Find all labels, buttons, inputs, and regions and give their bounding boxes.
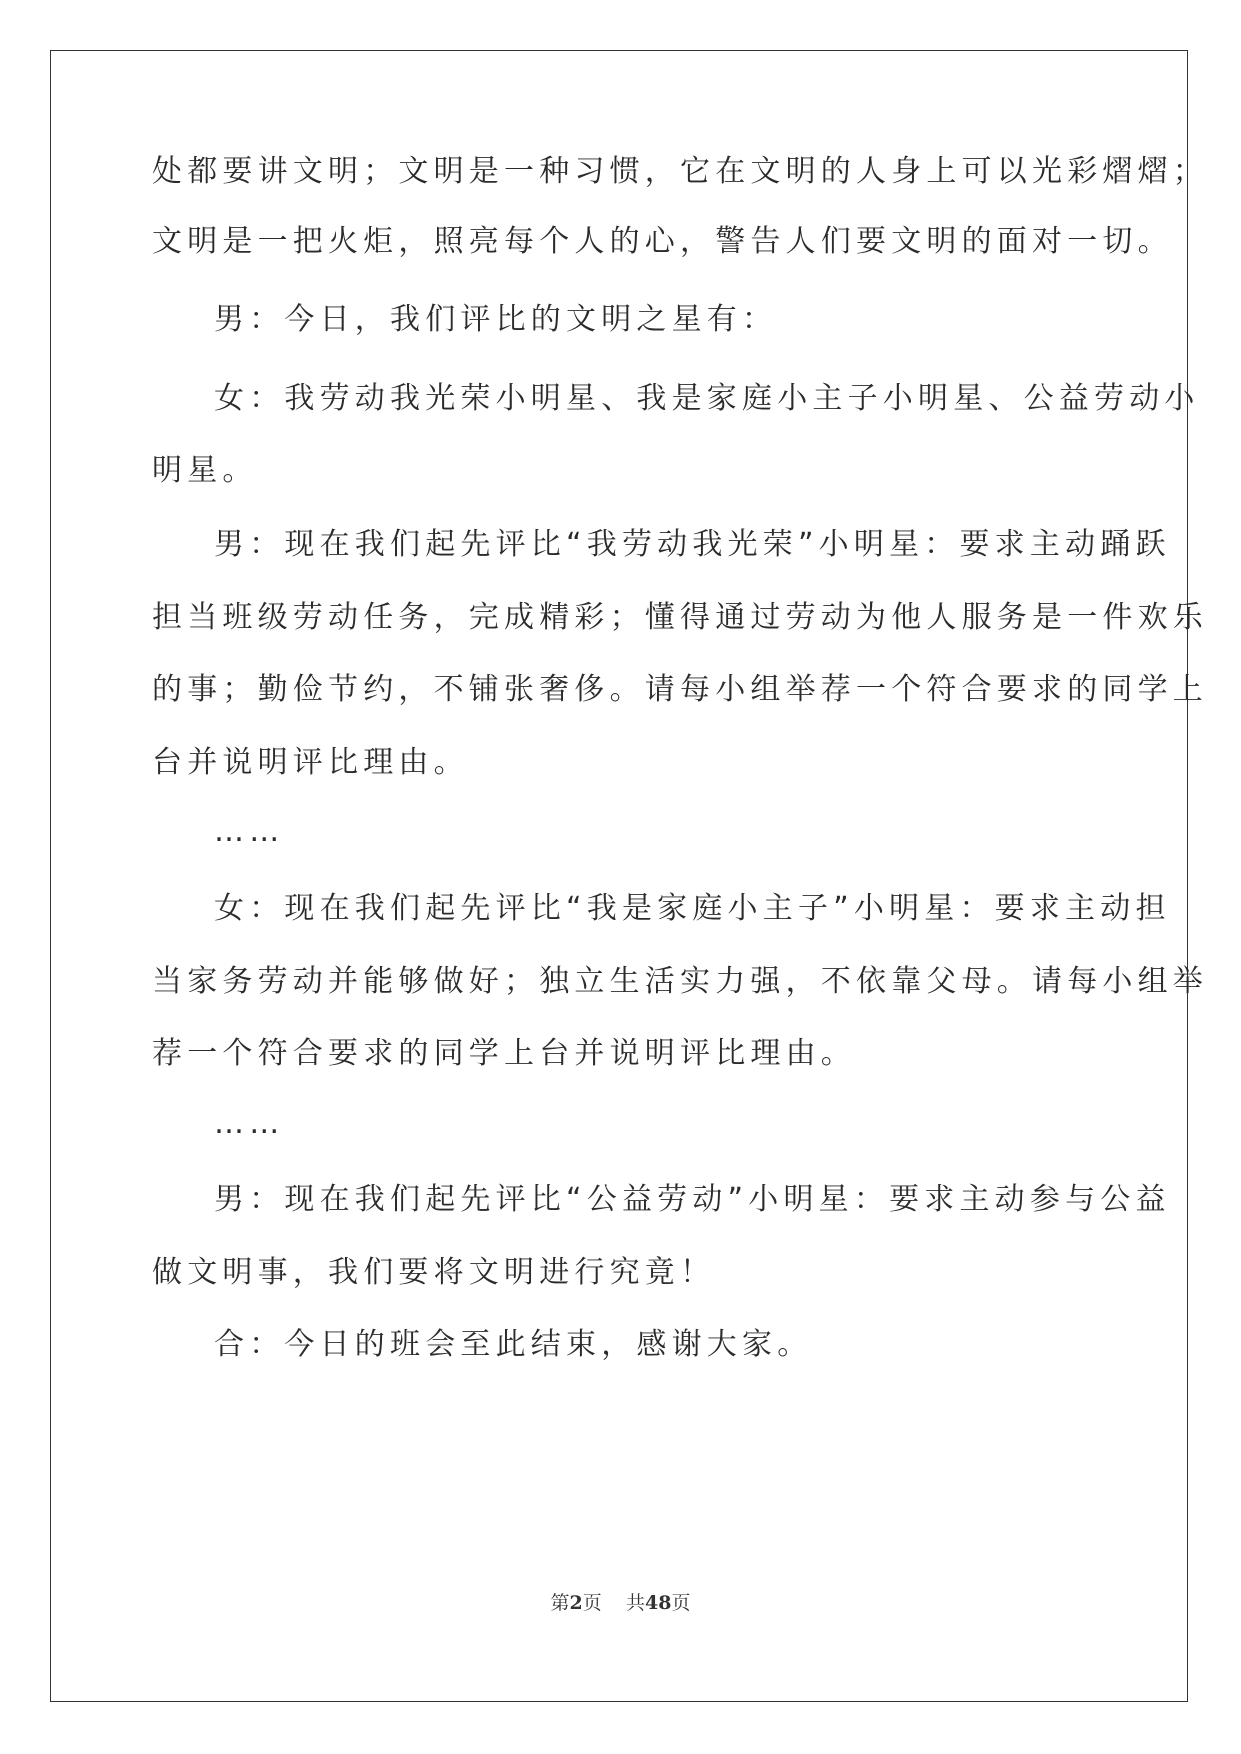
page-prefix: 第 <box>550 1592 570 1614</box>
total-suffix: 页 <box>671 1592 691 1614</box>
text-line: 台并说明评比理由。 <box>152 745 469 780</box>
ellipsis-line: …… <box>214 1106 285 1141</box>
paragraph-first-line: 男：现在我们起先评比“公益劳动”小明星：要求主动参与公益 <box>214 1182 1171 1217</box>
page-suffix: 页 <box>582 1592 602 1614</box>
text-line: 荐一个符合要求的同学上台并说明评比理由。 <box>152 1036 856 1071</box>
paragraph-first-line: 男：今日，我们评比的文明之星有： <box>214 302 778 337</box>
page-border <box>50 50 1208 1702</box>
total-pages: 48 <box>644 1592 672 1614</box>
text-line: 做文明事，我们要将文明进行究竟！ <box>152 1255 716 1290</box>
paragraph-first-line: 男：现在我们起先评比“我劳动我光荣”小明星：要求主动踊跃 <box>214 527 1171 562</box>
text-line: 明星。 <box>152 453 258 488</box>
text-line: 文明是一把火炬，照亮每个人的心，警告人们要文明的面对一切。 <box>152 224 1173 259</box>
page-number: 2 <box>569 1592 583 1614</box>
page-footer <box>0 1588 1241 1615</box>
text-line: 当家务劳动并能够做好；独立生活实力强，不依靠父母。请每小组举 <box>152 964 1208 999</box>
text-line: 担当班级劳动任务，完成精彩；懂得通过劳动为他人服务是一件欢乐 <box>152 600 1208 635</box>
ellipsis-line: …… <box>214 814 285 849</box>
paragraph-first-line: 合：今日的班会至此结束，感谢大家。 <box>214 1327 813 1362</box>
total-prefix: 共 <box>625 1592 645 1614</box>
text-line: 处都要讲文明；文明是一种习惯，它在文明的人身上可以光彩熠熠； <box>152 154 1208 189</box>
paragraph-first-line: 女：现在我们起先评比“我是家庭小主子”小明星：要求主动担 <box>214 891 1171 926</box>
paragraph-first-line: 女：我劳动我光荣小明星、我是家庭小主子小明星、公益劳动小 <box>214 381 1200 416</box>
text-line: 的事；勤俭节约，不铺张奢侈。请每小组举荐一个符合要求的同学上 <box>152 672 1208 707</box>
